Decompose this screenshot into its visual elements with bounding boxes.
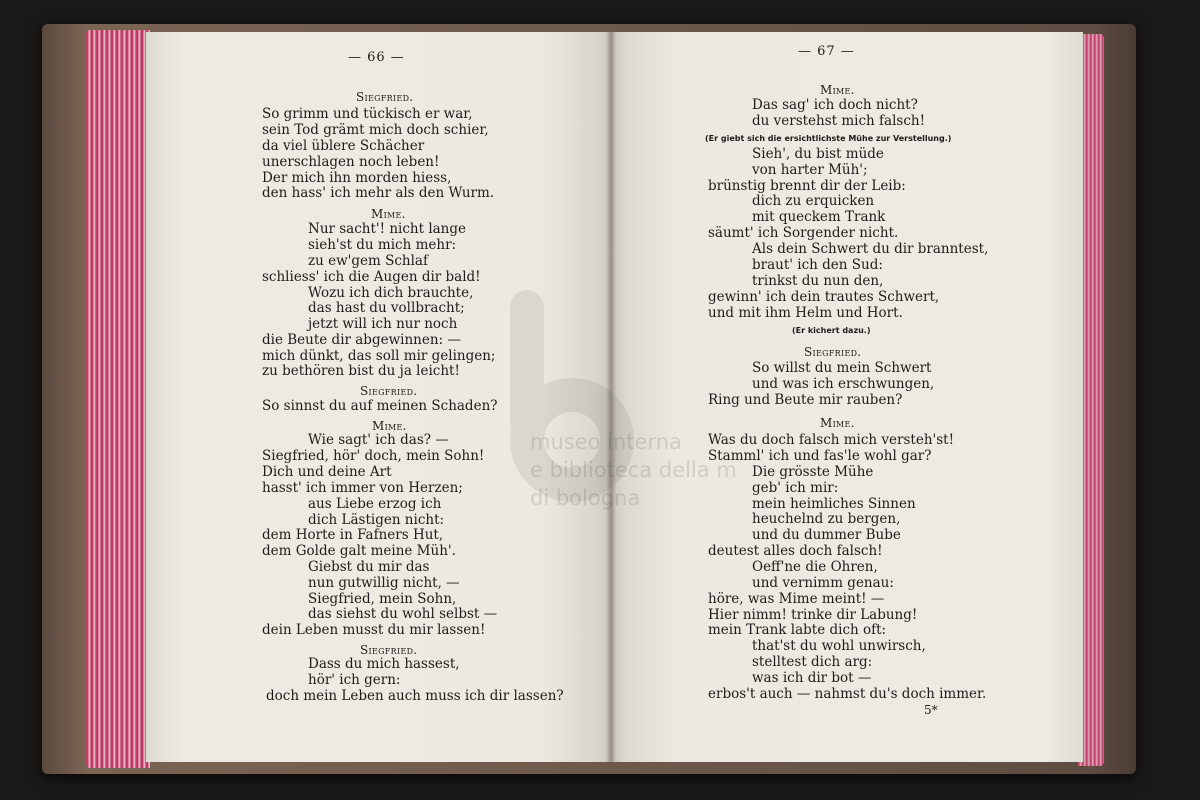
verse-line: und mit ihm Helm und Hort. <box>708 305 903 321</box>
verse-line: was ich dir bot — <box>752 670 872 686</box>
verse-line: schliess' ich die Augen dir bald! <box>262 269 481 285</box>
verse-line: heuchelnd zu bergen, <box>752 511 901 527</box>
verse-line: das siehst du wohl selbst — <box>308 606 498 622</box>
verse-line: und vernimm genau: <box>752 575 894 591</box>
verse-line: hör' ich gern: <box>308 672 401 688</box>
verse-line: die Beute dir abgewinnen: — <box>262 332 461 348</box>
verse-line: da viel üblere Schächer <box>262 138 425 154</box>
verse-line: mein heimliches Sinnen <box>752 496 916 512</box>
verse-line: Als dein Schwert du dir branntest, <box>752 241 989 257</box>
verse-line: So grimm und tückisch er war, <box>262 106 473 122</box>
verse-line: Dich und deine Art <box>262 464 392 480</box>
verse-line: So willst du mein Schwert <box>752 360 932 376</box>
verse-line: und du dummer Bube <box>752 527 901 543</box>
stage-direction: (Er giebt sich die ersichtlichste Mühe zur Verstellung.) <box>705 134 952 143</box>
page-number-right: — 67 — <box>798 44 855 59</box>
verse-line: Stamml' ich und fas'le wohl gar? <box>708 448 932 464</box>
stage-direction: (Er kichert dazu.) <box>792 326 871 335</box>
verse-line: that'st du wohl unwirsch, <box>752 638 926 654</box>
verse-line: unerschlagen noch leben! <box>262 154 440 170</box>
verse-line: dich zu erquicken <box>752 193 875 209</box>
verse-line: zu ew'gem Schlaf <box>308 253 428 269</box>
verse-line: Ring und Beute mir rauben? <box>708 392 903 408</box>
verse-line: dem Horte in Fafners Hut, <box>262 527 444 543</box>
verse-line: zu bethören bist du ja leicht! <box>262 363 460 379</box>
verse-line: mein Trank labte dich oft: <box>708 622 887 638</box>
verse-line: Nur sacht'! nicht lange <box>308 221 467 237</box>
verse-line: Hier nimm! trinke dir Labung! <box>708 607 918 623</box>
speaker-name: Mime. <box>820 83 855 97</box>
verse-line: Die grösste Mühe <box>752 464 874 480</box>
verse-line: stelltest dich arg: <box>752 654 873 670</box>
book-gutter <box>606 32 616 762</box>
page-edges-left <box>86 30 150 768</box>
verse-line: deutest alles doch falsch! <box>708 543 883 559</box>
verse-line: trinkst du nun den, <box>752 273 884 289</box>
speaker-name: Siegfried. <box>356 90 414 104</box>
verse-line: Sieh', du bist müde <box>752 146 884 162</box>
speaker-name: Siegfried. <box>360 643 418 657</box>
verse-line: So sinnst du auf meinen Schaden? <box>262 398 498 414</box>
verse-line: mit queckem Trank <box>752 209 886 225</box>
verse-line: mich dünkt, das soll mir gelingen; <box>262 348 496 364</box>
verse-line: höre, was Mime meint! — <box>708 591 885 607</box>
speaker-name: Siegfried. <box>360 384 418 398</box>
verse-line: von harter Müh'; <box>752 162 868 178</box>
verse-line: Siegfried, hör' doch, mein Sohn! <box>262 448 485 464</box>
verse-line: Wie sagt' ich das? — <box>308 432 449 448</box>
verse-line: Was du doch falsch mich versteh'st! <box>708 432 955 448</box>
speaker-name: Siegfried. <box>804 345 862 359</box>
verse-line: dein Leben musst du mir lassen! <box>262 622 486 638</box>
verse-line: das hast du vollbracht; <box>308 300 465 316</box>
verse-line: nun gutwillig nicht, — <box>308 575 460 591</box>
verse-line: Der mich ihn morden hiess, <box>262 170 452 186</box>
speaker-name: Mime. <box>371 207 406 221</box>
speaker-name: Mime. <box>372 419 407 433</box>
signature-mark: 5* <box>924 703 938 717</box>
verse-line: brünstig brennt dir der Leib: <box>708 178 906 194</box>
verse-line: Oeff'ne die Ohren, <box>752 559 878 575</box>
verse-line: aus Liebe erzog ich <box>308 496 442 512</box>
page-number-left: — 66 — <box>348 50 405 65</box>
verse-line: gewinn' ich dein trautes Schwert, <box>708 289 940 305</box>
verse-line: geb' ich mir: <box>752 480 839 496</box>
verse-line: sieh'st du mich mehr: <box>308 237 457 253</box>
verse-line: dem Golde galt meine Müh'. <box>262 543 456 559</box>
verse-line: du verstehst mich falsch! <box>752 113 926 129</box>
verse-line: säumt' ich Sorgender nicht. <box>708 225 899 241</box>
verse-line: hasst' ich immer von Herzen; <box>262 480 463 496</box>
verse-line: Siegfried, mein Sohn, <box>308 591 457 607</box>
verse-line: den hass' ich mehr als den Wurm. <box>262 185 495 201</box>
verse-line: jetzt will ich nur noch <box>308 316 458 332</box>
verse-line: erbos't auch — nahmst du's doch immer. <box>708 686 987 702</box>
speaker-name: Mime. <box>820 416 855 430</box>
verse-line: sein Tod grämt mich doch schier, <box>262 122 489 138</box>
verse-line: Dass du mich hassest, <box>308 656 460 672</box>
verse-line: und was ich erschwungen, <box>752 376 935 392</box>
verse-line: Wozu ich dich brauchte, <box>308 285 474 301</box>
verse-line: doch mein Leben auch muss ich dir lassen? <box>266 688 564 704</box>
verse-line: Giebst du mir das <box>308 559 430 575</box>
verse-line: braut' ich den Sud: <box>752 257 883 273</box>
verse-line: Das sag' ich doch nicht? <box>752 97 918 113</box>
verse-line: dich Lästigen nicht: <box>308 512 445 528</box>
